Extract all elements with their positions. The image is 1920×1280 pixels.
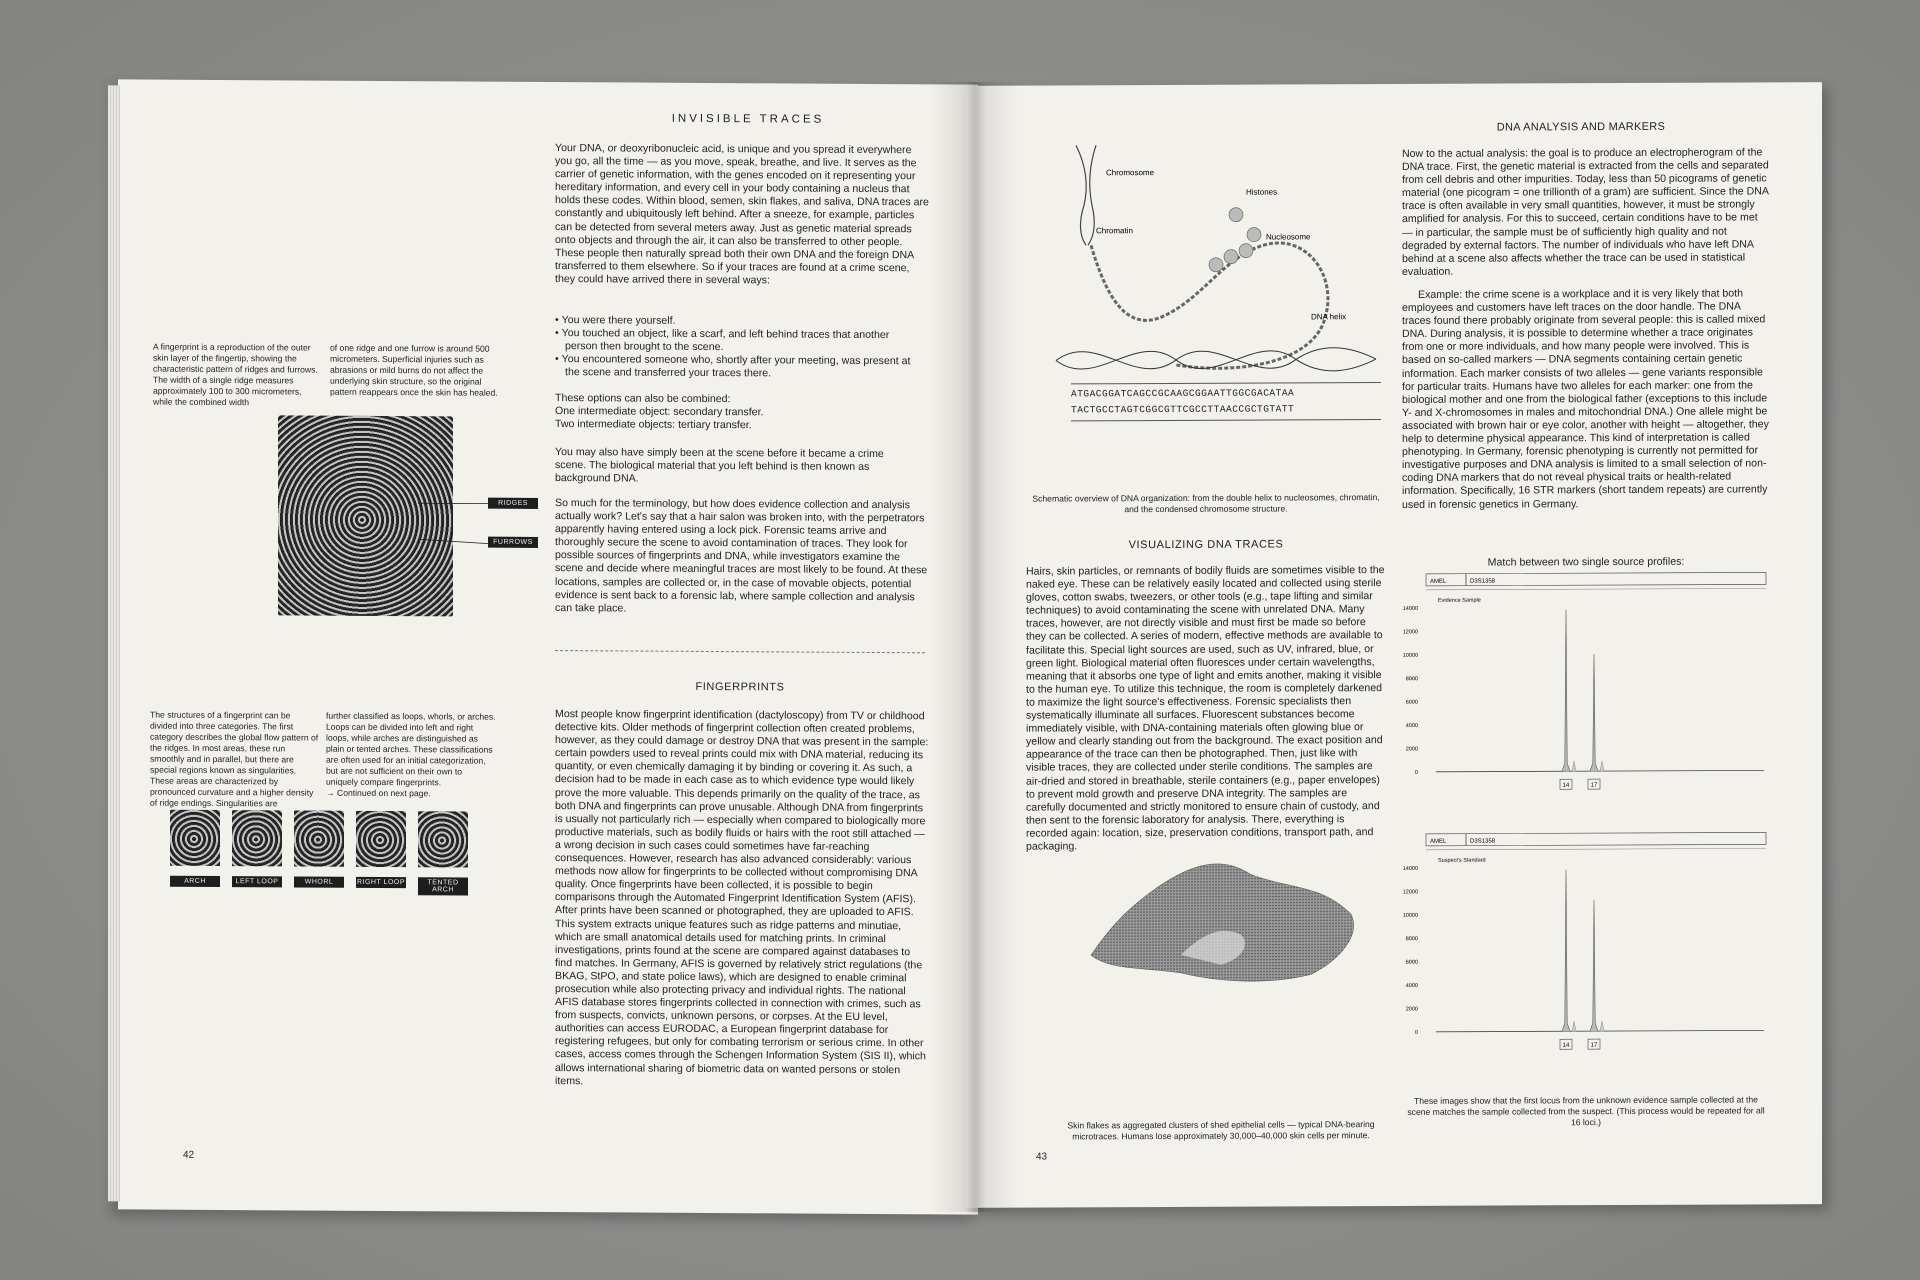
right-loop-pattern-image [356,811,406,867]
evidence-sample-electropherogram [1396,570,1768,822]
visualizing-paragraph: Hairs, skin particles, or remnants of bodily fluids are sometimes visible to the naked eye. These can be relatively easily located and collected using sterile gloves, cotton swabs, tweezers, or other tools (e.g., tape lifting and similar techniques) to avoid contaminating the scene with unrelated DNA. Many traces, however, are not directly visible and must first be made so before they can be collected. A series of modern, effective methods are available to facilitate this. Special light sources are used, such as UV, infrared, blue, or green light. Biological material often fluoresces under certain wavelengths, meaning that it absorbs one type of light and emits another, making it visible to the human eye. To utilize this technique, the room is completely darkened to maximize the light source's effectiveness. Forensic specialists then systematically illuminate all surfaces. Fluorescent substances become immediately visible, with DNA-containing materials often glowing blue or yellow and clearly standing out from the background. The exact position and appearance of the trace can then be photographed. Then, just like with visible traces, they are collected under sterile conditions. The samples are air-dried and stored in breathable, sterile containers (e.g., paper envelopes) to prevent mold growth and preserve DNA integrity. The samples are carefully documented and strictly monitored to ensure chain of custody, and then sent to the forensic laboratory for analysis. There, everything is recorded again: location, size, preservation conditions, transport path, and packaging. [1026,564,1385,853]
right-loop-label: RIGHT LOOP [356,877,406,888]
sequence-bottom: TACTGCCTAGTCGGCGTTCGCCTTAACCGCTGTATT [1071,403,1295,416]
y-tick-label: 12000 [1402,889,1418,896]
allele-label: 14 [1562,1042,1570,1049]
bullet-item: • You encountered someone who, shortly after your meeting, was present at the scene and transferred your traces there. [565,353,920,381]
y-tick-label: 2000 [1405,1006,1418,1013]
dna-helix-label: DNA helix [1311,312,1347,322]
bullet-item: • You were there yourself. [565,314,920,329]
sequence-top: ATGACGGATCAGCCGCAAGCGGAATTGGCGACATAA [1071,387,1295,400]
transfer-line: These options can also be combined: [555,392,731,406]
invisible-traces-heading: INVISIBLE TRACES [671,112,825,126]
fingerprint-caption-b: of one ridge and one furrow is around 500 micrometers. Superficial injuries such as abrasions or mild burns do not affect the underlying skin structure, so the original pattern reappears once the skin has healed. [330,342,498,398]
chromatin-label: Chromatin [1096,226,1133,236]
structure-caption-a: The structures of a fingerprint can be divided into three categories. The first category describes the global flow pattern of the ridges. In most areas, these run smoothly and in parallel, but there are special regions known as singularities. These areas are characterized by pronounced curvature and a higher density of ridge endings. Singularities are [150,709,319,809]
page-number-left: 42 [183,1149,195,1161]
fingerprints-heading: FINGERPRINTS [695,680,785,694]
nucleosome-beads [1209,208,1261,272]
arch-pattern-image [170,810,220,866]
section-divider [555,650,925,653]
analysis-paragraph-2: Example: the crime scene is a workplace and it is very likely that both employees and customers have left traces on the door handle. The DNA traces found there probably originate from several people: this is called mixed DNA. During analysis, it is possible to determine whether a trace originates from one or more individuals, and how many people were involved. This is based on so-called markers — DNA segments containing certain genetic information. Each marker consists of two alleles — gene variants responsible for particular traits. Humans have two alleles for each marker: one from the biological mother and one from the biological father (exceptions to this include Y- and X-chromosomes in males and mitochondrial DNA.) One allele might be associated with brown hair or eye color, another with height — altogether, they help to determine physical appearance. This kind of interpretation is called phenotyping. In Germany, forensic phenotyping is currently not permitted for investigative purposes and DNA analysis is limited to a small selection of non-coding DNA markers that do not reveal physical traits or health-related information. Specifically, 16 STR markers (short tandem repeats) are currently used in forensic genetics in Germany. [1402,287,1769,511]
left-loop-label: LEFT LOOP [232,876,282,887]
stutter-peak [1572,761,1576,771]
header-cell-label: D3S1358 [1470,578,1496,585]
y-tick-label: 4000 [1405,983,1418,990]
structure-caption-b [326,711,496,800]
y-tick-label: 4000 [1405,723,1418,730]
left-page [118,79,978,1214]
chromosome-label: Chromosome [1106,168,1155,178]
furrows-label: FURROWS [488,537,538,548]
dna-sequence-box [1071,382,1381,421]
page-number-right: 43 [1036,1151,1048,1163]
header-cell-label: AMEL [1430,578,1447,585]
fingerprints-paragraph: Most people know fingerprint identification (dactyloscopy) from TV or childhood detective kits. Older methods of fingerprint collection often created problems, however, as they could damage or destroy DNA that was present in the sample: certain powders used to reveal prints could mix with DNA material, reducing its quantity, or even chemically damaging it by binding or covering it. As such, a decision had to be made in each case as to which evidence type would likely prove the more valuable. This depends primarily on the quality of the trace, as both DNA and fingerprints can prove unusable. Although DNA from fingerprints is usually not particularly rich — especially when compared to biologically more productive materials, such as bodily fluids or hairs with the root still attached — a wrong decision in such cases could sometimes have far-reaching consequences. However, research has also advanced considerably: various methods now allow for fingerprints to be collected without compromising DNA quality. Once fingerprints have been collected, it is possible to begin comparisons through the Automated Fingerprint Identification System (AFIS). After prints have been scanned or photographed, they are uploaded to AFIS. This system extracts unique features such as ridge patterns and minutiae, which are small anatomical details used for matching prints. In criminal investigations, prints found at the scene are compared against databases to find matches. In Germany, AFIS is governed by relatively strict regulations (the BKAG, StPO, and state police laws), which are designed to enable criminal prosecution while also protecting privacy and individual rights. The national AFIS database stores fingerprints collected in connection with crimes, such as from suspects, convicts, unknown persons, or corpses. At the EU level, authorities can access EURODAC, a European fingerprint database for registering refugees, but only for combating terrorism or serious crime. In other cases, access comes through the Schengen Information System (SIS II), which allows international sharing of biometric data on wanted persons or stolen items. [555,708,929,1087]
y-tick-label: 0 [1414,769,1418,776]
tented-arch-pattern-image [418,811,468,867]
stutter-peak [1572,1021,1576,1031]
y-tick-label: 8000 [1405,676,1418,683]
fingerprint-caption-a: A fingerprint is a reproduction of the outer skin layer of the fingertip, showing the characteristic pattern of ridges and furrows. The width of a single ridge measures approximately 100 to 300 micrometers, while the combined width [153,341,318,408]
header-cell-box [1466,572,1766,585]
y-tick-label: 14000 [1402,605,1418,612]
transfer-line: One intermediate object: secondary transfer. [555,405,764,419]
y-tick-label: 10000 [1402,652,1418,659]
header-cell-label: AMEL [1430,838,1447,845]
visualizing-heading: VISUALIZING DNA TRACES [1128,538,1284,552]
chromosome-shape [1076,145,1096,245]
header-cell-box [1466,832,1766,845]
y-tick-label: 2000 [1405,746,1418,753]
analysis-paragraph-1: Now to the actual analysis: the goal is to produce an electropherogram of the DNA trace. First, the genetic material is extracted from the cells and separated from cell debris and other impurities. Today, less than 50 picograms of genetic material (one picogram = one trillionth of a gram) are sufficient. Since the DNA trace is often available in very small quantities, however, it must be strongly amplified for analysis. For this to succeed, certain conditions have to be met — in particular, the sample must be of sufficiently high quality and not degraded by external factors. The number of individuals who have left DNA behind at a scene also affects whether the trace can be used in statistical evaluation. [1402,146,1769,278]
allele-peak [1590,654,1598,771]
stutter-peak [1600,761,1604,771]
chart-title: Evidence Sample [1438,597,1481,604]
allele-peak [1562,610,1570,772]
page-stack-edge [108,85,120,1201]
left-loop-pattern-image [232,810,282,866]
whorl-label: WHORL [294,876,344,887]
header-cell-label: D3S1358 [1470,838,1496,845]
ridges-label: RIDGES [488,498,538,509]
right-page [966,82,1822,1208]
fingerprint-pattern-row [170,810,530,902]
diagram-caption: Schematic overview of DNA organization: from the double helix to nucleosomes, chromatin, and the condensed chromosome structure. [1032,492,1380,515]
match-title: Match between two single source profiles: [1487,555,1685,569]
stutter-peak [1600,1021,1604,1031]
continued-note: → Continued on next page. [326,787,431,799]
whorl-pattern-image [294,810,344,866]
tented-arch-label: TENTED ARCH [418,877,468,895]
y-tick-label: 0 [1414,1029,1418,1036]
header-rule [1426,588,1766,589]
structure-caption-b-text: further classified as loops, whorls, or arches. Loops can be divided into left and right loops, while arches are distinguished as plain or tented arches. These classifications are often used for an initial categorization, but are not sufficient on their own to uniquely compare fingerprints. [326,710,496,788]
transfer-bullets [555,314,920,382]
y-tick-label: 10000 [1402,912,1418,919]
intro-paragraph: Your DNA, or deoxyribonucleic acid, is unique and you spread it everywhere you go, all the time — as you move, speak, breathe, and live. It serves as the carrier of genetic information, with the genes encoded on it representing your hereditary information, and every cell in your body containing a nucleus that holds these codes. Within blood, semen, skin flakes, and saliva, DNA traces are constantly and ubiquitously left behind. After a sneeze, for example, particles can be detected from several meters away. Just as genetic material spreads onto objects and through the air, it can also be transferred to other people. These people then naturally spread both their own DNA and the foreign DNA transferred to them elsewhere. So if your traces are found at a crime scene, they could have arrived there in several ways: [555,142,929,287]
skin-flake-image [1071,844,1371,995]
suspects-standard-electropherogram [1396,830,1768,1082]
bullet-item: • You touched an object, like a scarf, and left behind traces that another person then brought to the scene. [565,327,920,355]
skin-flake-caption: Skin flakes as aggregated clusters of shed epithelial cells — typical DNA-bearing microtraces. Humans lose approximately 30,000–40,000 skin cells per minute. [1067,1119,1375,1142]
collection-paragraph: So much for the terminology, but how does evidence collection and analysis actually work? Let's say that a hair salon was broken into, with the perpetrators apparently having entered using a lock pick. Forensic teams arrive and thoroughly secure the scene to avoid contamination of traces. They look for possible sources of fingerprints and DNA, while investigators examine the scene and decide where meaningful traces are most likely to be found. At these locations, samples are collected or, in the case of movable objects, potential evidence is sent back to a forensic lab, where sample collection and analysis can take place. [555,497,928,615]
arch-label: ARCH [170,876,220,887]
allele-label: 17 [1590,782,1598,789]
transfer-line: Two intermediate objects: tertiary transfer. [555,418,752,432]
allele-peak [1562,870,1570,1032]
chart-caption: These images show that the first locus from the unknown evidence sample collected at the scene matches the sample collected from the suspect. (This process would be repeated for all 16 loci.) [1407,1094,1765,1128]
y-tick-label: 14000 [1402,865,1418,872]
histones-label: Histones [1246,187,1278,197]
allele-label: 14 [1562,782,1570,789]
y-tick-label: 8000 [1405,936,1418,943]
analysis-heading: DNA ANALYSIS AND MARKERS [1496,120,1666,134]
allele-peak [1590,900,1598,1031]
transfer-lines [555,392,915,433]
y-tick-label: 6000 [1405,699,1418,706]
background-dna-paragraph: You may also have simply been at the scene before it became a crime scene. The biological material that you left behind is then known as background DNA. [555,446,884,485]
nucleosome-label: Nucleosome [1266,232,1311,242]
allele-label: 17 [1590,1042,1598,1049]
chart-title: Suspect's Standard [1438,857,1486,864]
y-tick-label: 12000 [1402,629,1418,636]
y-tick-label: 6000 [1405,959,1418,966]
header-rule [1426,848,1766,849]
